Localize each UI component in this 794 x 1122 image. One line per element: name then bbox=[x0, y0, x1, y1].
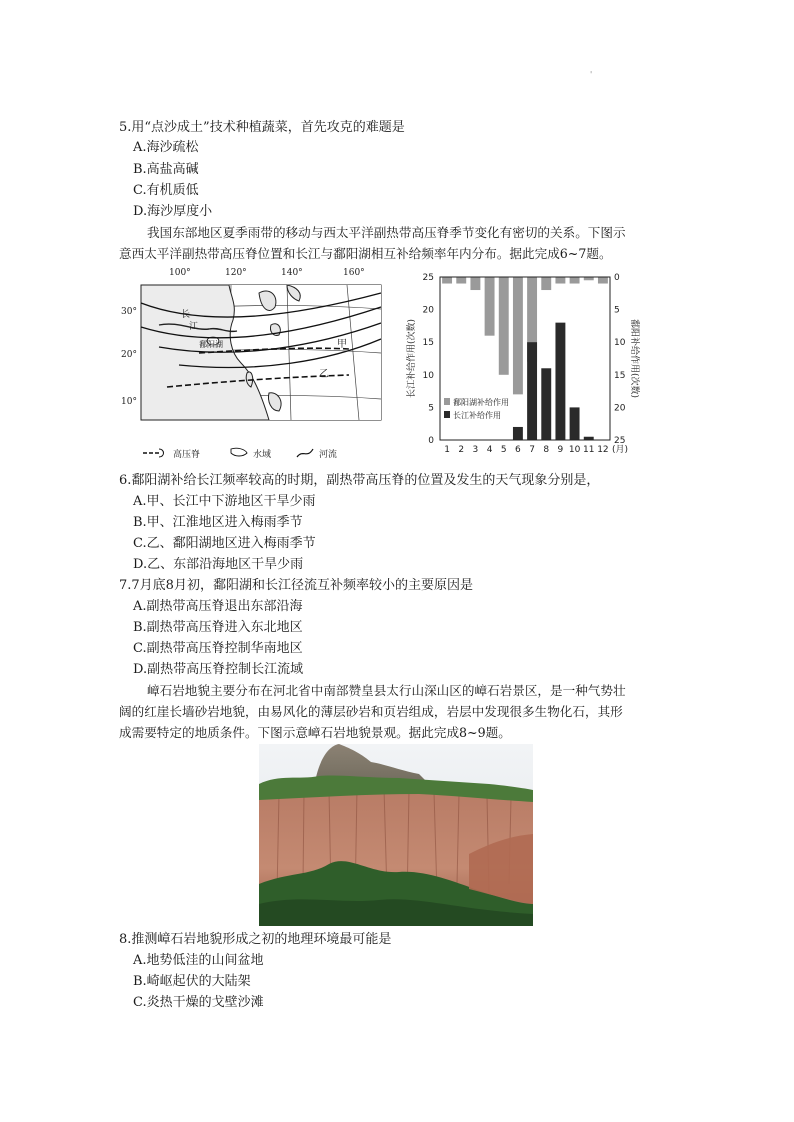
bar-changjiang-7 bbox=[527, 342, 537, 440]
scan-mark: ' bbox=[590, 70, 593, 79]
bar-poyang-5 bbox=[499, 277, 509, 375]
q7-option-c: C.副热带高压脊控制华南地区 bbox=[133, 641, 303, 656]
q7-stem: 7.7月底8月初，鄱阳湖和长江径流互补频率较小的主要原因是 bbox=[119, 578, 473, 593]
x-tick-10: 10 bbox=[568, 445, 581, 455]
left-tick-0: 0 bbox=[428, 436, 434, 446]
recharge-frequency-chart bbox=[400, 265, 640, 465]
intro-6-7-line1: 我国东部地区夏季雨带的移动与西太平洋副热带高压脊季节变化有密切的关系。下图示 bbox=[147, 225, 626, 240]
x-unit-label: (月) bbox=[612, 445, 629, 455]
q5-option-c: C.有机质低 bbox=[133, 183, 199, 198]
map-label-yi: 乙 bbox=[319, 369, 329, 380]
map-label-poyang: 鄱阳湖 bbox=[199, 340, 223, 349]
legend-swatch-0 bbox=[444, 398, 450, 405]
q6-stem: 6.鄱阳湖补给长江频率较高的时期，副热带高压脊的位置及发生的天气现象分别是， bbox=[119, 473, 600, 488]
bar-poyang-8 bbox=[541, 277, 551, 290]
lat-label-30: 30° bbox=[121, 307, 137, 317]
subtropical-high-map bbox=[119, 265, 387, 465]
intro-8-9-line3: 成需要特定的地质条件。下图示意嶂石岩地貌景观。据此完成8~9题。 bbox=[119, 725, 511, 740]
zhangshiyan-landscape-photo bbox=[259, 744, 533, 926]
left-tick-15: 15 bbox=[422, 338, 434, 349]
x-tick-5: 5 bbox=[500, 445, 507, 455]
map-label-jia: 甲 bbox=[337, 339, 347, 350]
bar-poyang-4 bbox=[485, 277, 495, 336]
right-tick-20: 20 bbox=[614, 403, 626, 414]
left-tick-5: 5 bbox=[428, 403, 434, 414]
right-axis-title: 鄱阳补给作用(次数) bbox=[629, 318, 639, 399]
left-tick-20: 20 bbox=[422, 305, 434, 316]
q6-option-c: C.乙、鄱阳湖地区进入梅雨季节 bbox=[133, 536, 316, 551]
lat-label-20: 20° bbox=[121, 350, 137, 360]
lon-label-120: 120° bbox=[225, 268, 247, 278]
right-tick-0: 0 bbox=[614, 273, 620, 283]
x-tick-11: 11 bbox=[583, 445, 595, 455]
map-label-chang: 长 bbox=[181, 310, 191, 320]
x-tick-7: 7 bbox=[529, 445, 535, 455]
lon-label-100: 100° bbox=[169, 268, 191, 278]
q5-option-d: D.海沙厚度小 bbox=[133, 204, 213, 219]
x-tick-1: 1 bbox=[444, 445, 450, 455]
map-label-jiang: 江 bbox=[189, 322, 199, 332]
q7-option-d: D.副热带高压脊控制长江流域 bbox=[133, 662, 304, 677]
right-tick-10: 10 bbox=[614, 338, 626, 349]
bar-changjiang-8 bbox=[541, 368, 551, 440]
q5-option-b: B.高盐高碱 bbox=[133, 162, 199, 177]
x-tick-9: 9 bbox=[557, 445, 564, 455]
bar-poyang-2 bbox=[456, 277, 466, 284]
x-tick-6: 6 bbox=[515, 445, 521, 455]
lat-label-10: 10° bbox=[121, 397, 137, 407]
map-legend bbox=[143, 448, 337, 460]
x-tick-4: 4 bbox=[486, 445, 493, 455]
legend-label-0: 鄱阳湖补给作用 bbox=[453, 398, 509, 407]
q5-stem: 5.用“点沙成土”技术种植蔬菜，首先攻克的难题是 bbox=[119, 120, 405, 135]
bar-poyang-6 bbox=[513, 277, 523, 394]
right-tick-5: 5 bbox=[614, 305, 620, 316]
q8-option-a: A.地势低洼的山间盆地 bbox=[133, 953, 264, 968]
q6-option-a: A.甲、长江中下游地区干旱少雨 bbox=[133, 494, 316, 509]
q8-option-c: C.炎热干燥的戈壁沙滩 bbox=[133, 995, 264, 1010]
bar-poyang-1 bbox=[442, 277, 452, 284]
bar-poyang-10 bbox=[570, 277, 580, 284]
legend-label-1: 长江补给作用 bbox=[453, 411, 501, 420]
bar-poyang-3 bbox=[470, 277, 480, 290]
intro-6-7-line2: 意西太平洋副热带高压脊位置和长江与鄱阳湖相互补给频率年内分布。据此完成6~7题。 bbox=[119, 246, 612, 261]
q5-option-a: A.海沙疏松 bbox=[133, 140, 199, 155]
q6-option-b: B.甲、江淮地区进入梅雨季节 bbox=[133, 515, 303, 530]
x-tick-2: 2 bbox=[458, 445, 465, 455]
left-axis-title: 长江补给作用(次数) bbox=[407, 318, 417, 399]
x-tick-3: 3 bbox=[472, 445, 479, 455]
q8-stem: 8.推测嶂石岩地貌形成之初的地理环境最可能是 bbox=[119, 932, 392, 947]
q8-option-b: B.崎岖起伏的大陆架 bbox=[133, 974, 251, 989]
legend-river-label: 河流 bbox=[319, 450, 338, 460]
bar-changjiang-10 bbox=[570, 407, 580, 440]
lon-label-140: 140° bbox=[281, 268, 303, 278]
right-tick-25: 25 bbox=[614, 436, 626, 446]
q7-option-b: B.副热带高压脊进入东北地区 bbox=[133, 620, 303, 635]
right-tick-15: 15 bbox=[614, 370, 626, 381]
bar-changjiang-6 bbox=[513, 427, 523, 440]
intro-8-9-line1: 嶂石岩地貌主要分布在河北省中南部赞皇县太行山深山区的嶂石岩景区，是一种气势壮 bbox=[147, 683, 626, 698]
left-tick-25: 25 bbox=[422, 273, 434, 283]
bar-poyang-9 bbox=[555, 277, 565, 284]
lon-label-160: 160° bbox=[343, 268, 365, 278]
bar-changjiang-9 bbox=[555, 323, 565, 440]
q7-option-a: A.副热带高压脊退出东部沿海 bbox=[133, 599, 303, 614]
bar-poyang-12 bbox=[598, 277, 608, 284]
x-tick-12: 12 bbox=[597, 445, 609, 455]
legend-water-label: 水域 bbox=[253, 450, 272, 460]
legend-ridge-label: 高压脊 bbox=[173, 450, 201, 460]
q6-option-d: D.乙、东部沿海地区干旱少雨 bbox=[133, 557, 304, 572]
x-tick-8: 8 bbox=[543, 445, 550, 455]
intro-8-9-line2: 阔的红崖长墙砂岩地貌，由易风化的薄层砂岩和页岩组成，岩层中发现很多生物化石，其形 bbox=[119, 704, 623, 719]
left-tick-10: 10 bbox=[422, 370, 434, 381]
legend-swatch-1 bbox=[444, 411, 450, 418]
